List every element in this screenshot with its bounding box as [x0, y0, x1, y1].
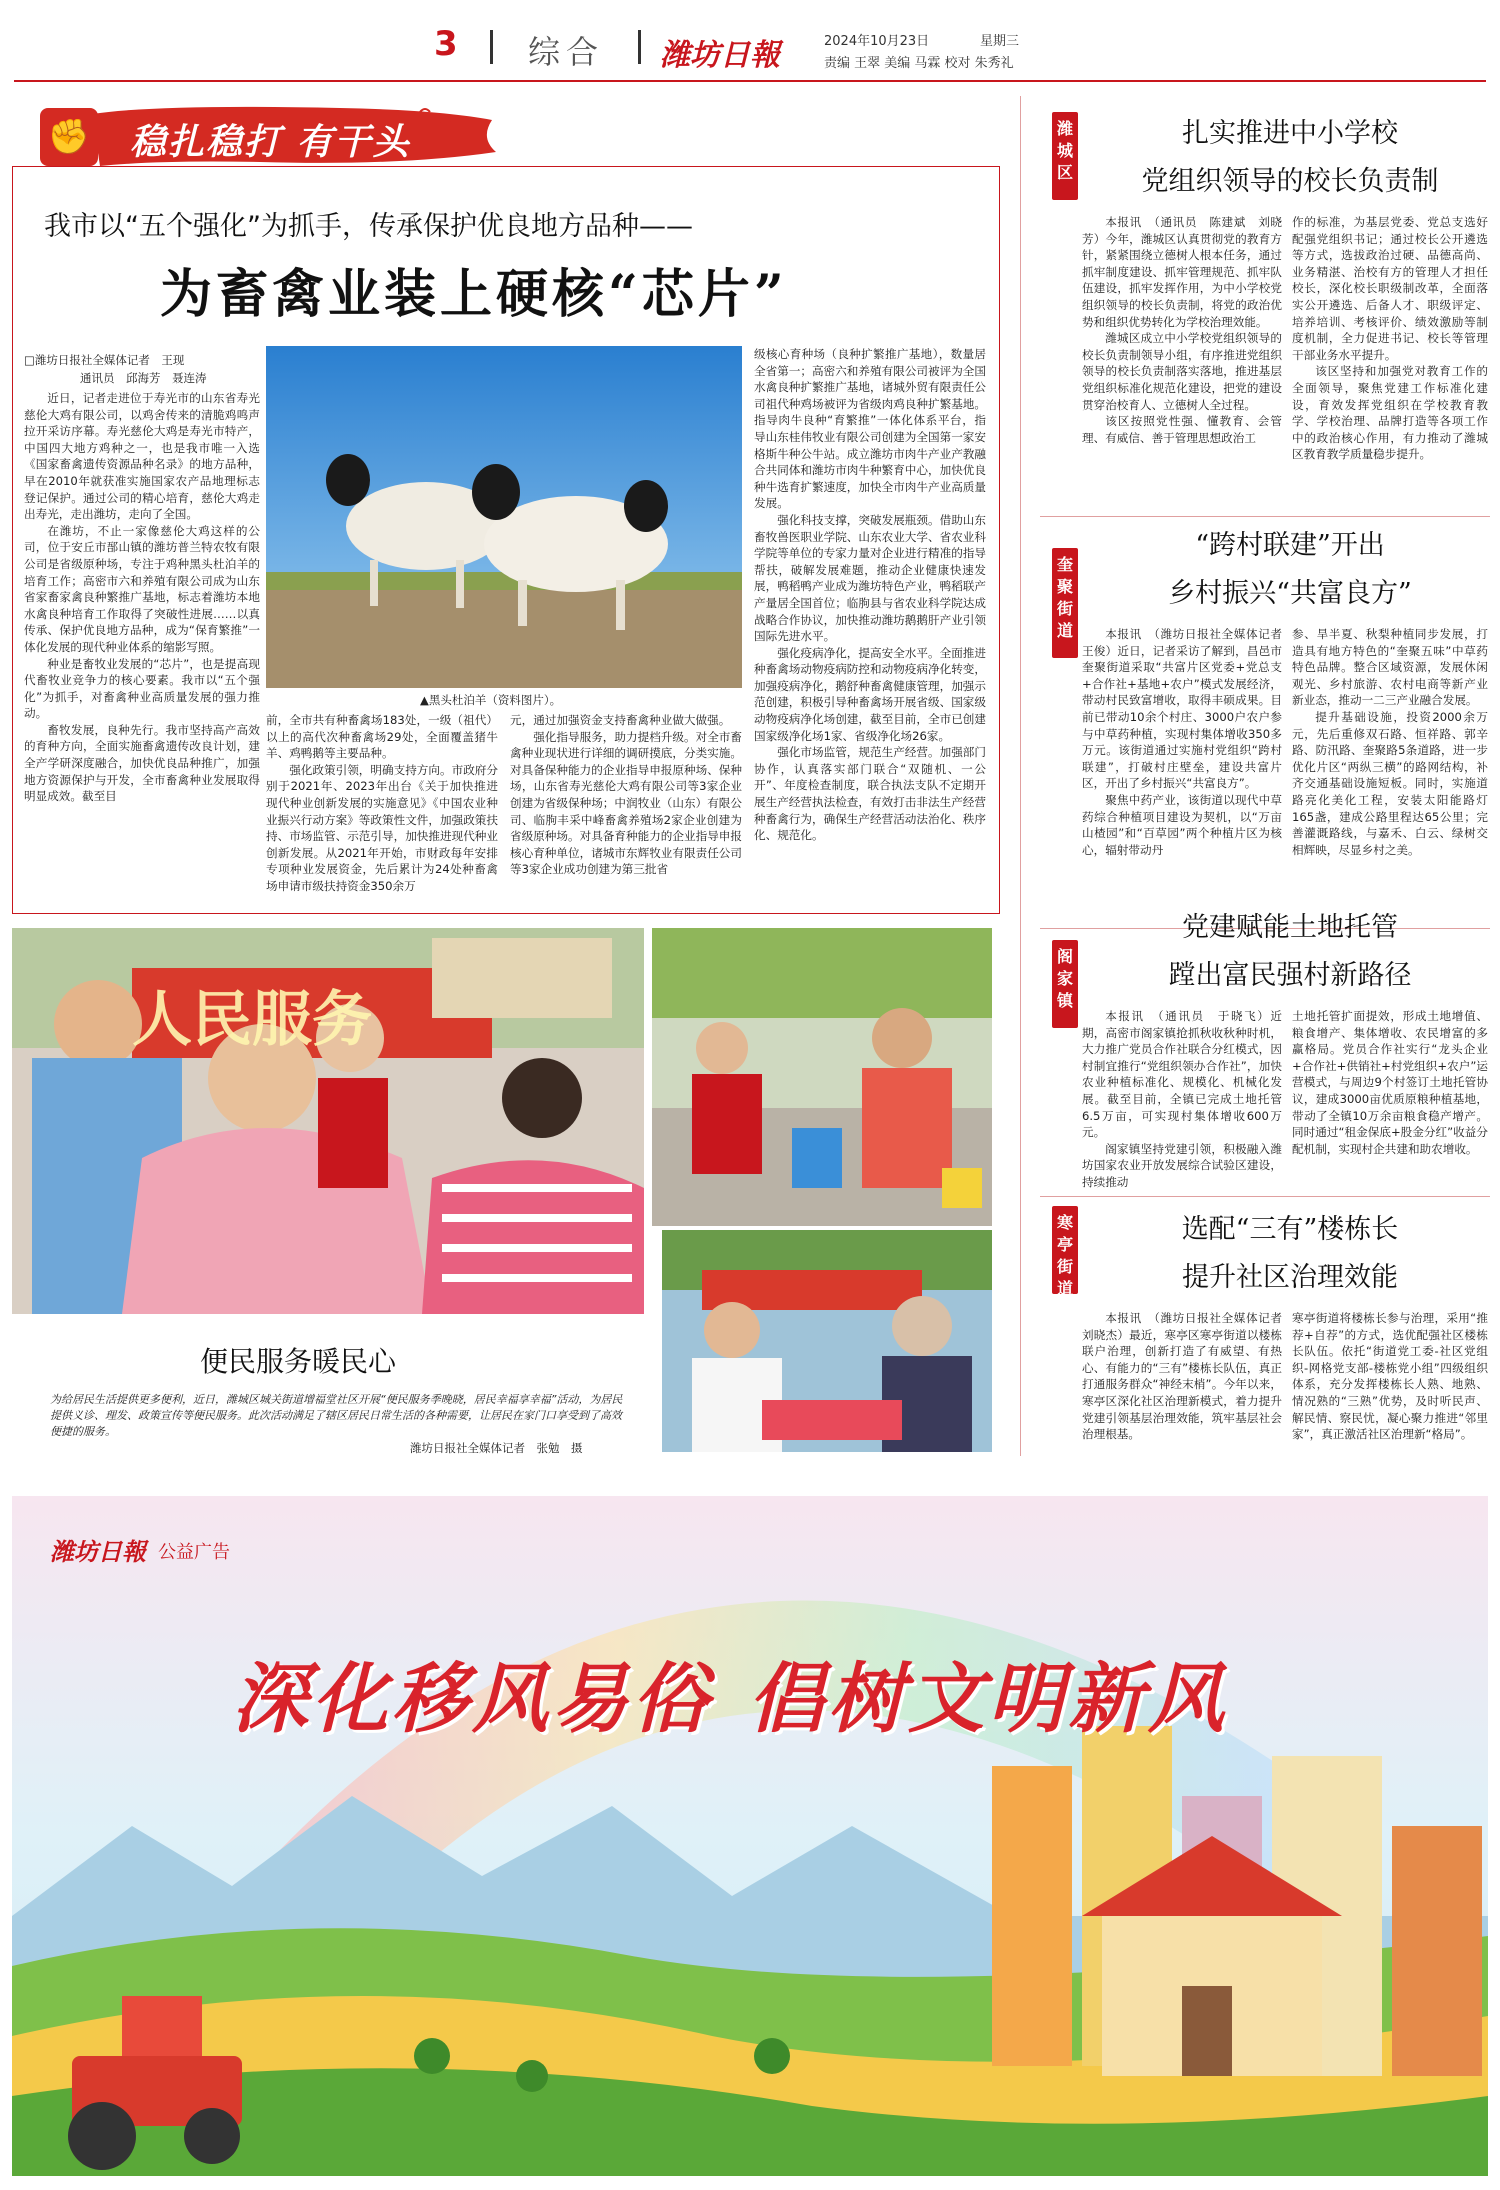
main-kicker: 我市以“五个强化”为抓手，传承保护优良地方品种——	[44, 211, 693, 242]
paragraph: 畜牧发展，良种先行。我市坚持高产高效的育种方向，全面实施畜禽遗传改良计划，建全产学研深度融合，加快优良品种推广，加强地方资源保护与开发，全市畜禽种业发展取得明显成效。截至目	[24, 722, 260, 804]
main-col-1	[24, 390, 260, 902]
side-article-4-title-2: 提升社区治理效能	[1182, 1262, 1398, 1293]
district-tag-kuiju: 奎聚街道	[1052, 548, 1078, 658]
paragraph: 阁家镇坚持党建引领，积极融入潍坊国家农业开放发展综合试验区建设，持续推动	[1082, 1141, 1282, 1189]
paragraph: 本报讯 （潍坊日报社全媒体记者 王俊）近日，记者采访了解到，昌邑市奎聚街道采取“共富片区党委+党总支+合作社+基地+农户”模式发展经济，带动村民致富增收，取得丰硕成果。目前已带动10余个村庄、3000户农户参与中草药种植，实现村集体增收350多万元。该街道通过实施村党组织“跨村联建”，打破村庄壁垒，建设共富片区，开出了乡村振兴“共富良方”。	[1082, 627, 1294, 791]
side-article-4-title-1: 选配“三有”楼栋长	[1181, 1214, 1399, 1245]
paragraph: 该区坚持和加强党对教育工作的全面领导，聚焦党建工作标准化建设，育效发挥党组织在学校教育教学、学校治理、品牌打造等各项工作中的政治核心作用，有力推动了潍城区教育教学质量稳步提升。	[1292, 364, 1488, 462]
tea-event-photo-image	[652, 928, 992, 1226]
paragraph: 强化政策引领，明确支持方向。市政府分别于2021年、2023年出台《关于加快推进现代种业创新发展的实施意见》《中国农业种业振兴行动方案》等政策性文件，加强政策扶持、市场监管、示范引导，加快推进现代种业创新发展。从2021年开始，市财政每年安排专项种业发展资金，先后累计为24处种畜禽场申请市级扶持资金350余万	[266, 762, 498, 893]
section-name: 综合	[528, 33, 605, 71]
side-article-2-col-1	[1082, 626, 1294, 918]
district-tag-weicheng: 潍城区	[1052, 112, 1078, 200]
side-article-4-col-1	[1082, 1310, 1294, 1456]
paragraph: 提升基础设施，投资2000余万元，先后重修双石路、恒祥路、郭辛路、防汛路、奎聚路5条道路，进一步优化片区“两纵三横”的路网结构，补齐交通基础设施短板。同时，实施道路亮化美化工程，安装太阳能路灯165盏，建成公路里程达65公里；完善灌溉路线，与嘉禾、白云、绿树交相辉映，尽显乡村之美。	[1292, 709, 1488, 857]
side-article-2-col-2	[1292, 626, 1488, 918]
header-rule	[14, 80, 1486, 82]
main-byline-2: 通讯员 邱海芳 聂连涛	[80, 371, 207, 385]
public-service-ad	[12, 1496, 1488, 2176]
paragraph: 寒亭街道将楼栋长参与治理，采用“推荐+自荐”的方式，选优配强社区楼栋长队伍。依托“街道党工委-社区党组织-网格党支部-楼栋党小组”四级组织体系，充分发挥楼栋长人熟、地熟、情况熟的“三熟”优势，及时听民声、解民情、察民忧，凝心聚力推进“邻里家”，真正激活社区治理新“格局”。	[1292, 1311, 1488, 1442]
right-column-divider	[1020, 96, 1021, 1456]
main-col-4	[754, 346, 986, 902]
ad-slogan-1: 深化移风易俗	[232, 1654, 712, 1743]
photo-feature-headline: 便民服务暖民心	[200, 1345, 397, 1378]
tea-event-photo	[652, 928, 992, 1226]
side-article-1-col-1	[1082, 214, 1282, 504]
side-article-1-col-2	[1292, 214, 1488, 504]
sheep-photo-caption: ▲黑头杜泊羊（资料图片）。	[420, 693, 562, 707]
paragraph: 强化疫病净化，提高安全水平。全面推进种畜禽场动物疫病防控和动物疫病净化转变，加强疫病净化，鹅舒种畜禽健康管理，加强示范创建，积极引导种畜禽场开展省级、国家级动物疫病净化场创建，截至目前，全市已创建国家级净化场1家、省级净化场26家。	[754, 645, 986, 743]
paragraph: 近日，记者走进位于寿光市的山东省寿光慈伦大鸡有限公司，以鸡舍传来的清脆鸡鸣声拉开采访序幕。寿光慈伦大鸡是寿光市特产，中国四大地方鸡种之一，也是我市唯一入选《国家畜禽遗传资源品种名录》的地方品种，早在2010年就获准实施国家农产品地理标志登记保护。通过公司的精心培育，慈伦大鸡走出寿光，走出潍坊，走向了全国。	[24, 391, 260, 522]
paper-name: 潍坊日報	[660, 38, 780, 73]
side-article-3-title-1: 党建赋能土地托管	[1182, 912, 1398, 943]
banner-text: 稳扎稳打 有干头	[130, 121, 411, 163]
banner-text-in-photo: 人民服务	[132, 985, 372, 1055]
photo-feature-credit: 潍坊日报社全媒体记者 张勉 摄	[410, 1441, 583, 1455]
paragraph: 前，全市共有种畜禽场183处，一级（祖代）以上的高代次种畜禽场29处，全面覆盖猪牛羊、鸡鸭鹅等主要品种。	[266, 713, 498, 761]
column-banner	[40, 100, 510, 172]
paragraph: 聚焦中药产业，该街道以现代中草药综合种植项目建设为契机，以“万亩山楂园”和“百草园”两个种植片区为核心，辐射带动丹	[1082, 792, 1282, 857]
paragraph: 在潍坊，不止一家像慈伦大鸡这样的公司，位于安丘市郚山镇的潍坊普兰特农牧有限公司是省级原种场，专注于鸡种黑头杜泊羊的培育工作；高密市六和养殖有限公司成为山东省家畜家禽良种繁推广基地，标志着潍坊本地水禽良种培育工作取得了突破性进展……以真传承、保护优良地方品种，成为“保育繁推”一体化发展的现代种业体系的缩影写照。	[24, 523, 260, 654]
sheep-photo-image	[266, 346, 742, 688]
header-divider	[490, 30, 493, 64]
paragraph: 参、旱半夏、秋梨种植同步发展，打造具有地方特色的“奎聚五味”中草药特色品牌。整合区域资源，发展休闲观光、乡村旅游、农村电商等新产业新业态，推动一二三产业融合发展。	[1292, 627, 1488, 708]
ad-slogan-2: 倡树文明新风	[748, 1654, 1228, 1743]
paragraph: 本报讯 （潍坊日报社全媒体记者 刘晓杰）最近，寒亭区寒亭街道以楼栋联户治理，创新打造了有威望、有热心、有能力的“三有”楼栋长队伍，真正打通服务群众“神经末梢”。今年以来，寒亭区深化社区治理新模式，着力提升党建引领基层治理效能，筑牢基层社会治理根基。	[1082, 1311, 1294, 1442]
paragraph: 土地托管扩面提效，形成土地增值、粮食增产、集体增收、农民增富的多赢格局。党员合作社实行“龙头企业+合作社+供销社+村党组织+农户”运营模式，与周边9个村签订土地托管协议，建成3000亩优质原粮种植基地，带动了全镇10万余亩粮食稳产增产。同时通过“租金保底+股金分红”收益分配机制，实现村企共建和助农增收。	[1292, 1009, 1488, 1156]
photo-feature-caption: 为给居民生活提供更多便利，近日，潍城区城关街道增福堂社区开展“便民服务季晚晓，居民幸福享幸福”活动，为居民提供义诊、理发、政策宣传等便民服务。此次活动满足了辖区居民日常生活的各种需要，让居民在家门口享受到了高效便捷的服务。	[50, 1393, 623, 1438]
side-separator-3	[1040, 1196, 1490, 1197]
paragraph: 本报讯 （通讯员 陈建斌 刘晓芳）今年，潍城区认真贯彻党的教育方针，紧紧围绕立德树人根本任务，通过抓牢制度建设、抓牢管理规范、抓牢队伍建设，抓牢发挥作用，为中小学校党组织领导的校长负责制，将党的政治优势和组织优势转化为学校治理效能。	[1082, 215, 1282, 329]
paragraph: 强化指导服务，助力提档升级。对全市畜禽种业现状进行详细的调研摸底，分类实施。对具备保种能力的企业指导申报原种场、保种场，山东省寿光慈伦大鸡有限公司等3家企业创建为省级保种场；中润牧业（山东）有限公司、临朐丰采中峰畜禽养殖场2家企业创建为省级原种场。对具备育种能力的企业指导申报核心育种单位，诸城市东辉牧业有限责任公司等3家企业成功创建为第三批省	[510, 729, 742, 877]
paragraph: 该区按照党性强、懂教育、会管理、有威信、善于管理思想政治工	[1082, 414, 1282, 445]
main-headline: 为畜禽业装上硬核“芯片”	[160, 264, 788, 325]
paragraph: 作的标准，为基层党委、党总支选好配强党组织书记；通过校长公开遴选等方式，选拔政治过硬、品德高尚、业务精湛、治校有方的管理人才担任校长，深化校长职级制改革，全面落实公开遴选、后备人才、职级评定、培养培训、考核评价、绩效激励等制度机制，全力促进书记、校长等管理干部业务水平提升。	[1292, 215, 1488, 362]
paragraph: 本报讯 （通讯员 于晓飞）近期，高密市阁家镇抢抓秋收秋种时机，大力推广党员合作社联合分红模式，因村制宜推行“党组织领办合作社”，加快农业种植标准化、规模化、机械化发展。截至目前，全镇已完成土地托管6.5万亩，可实现村集体增收600万元。	[1082, 1009, 1282, 1140]
side-article-3-col-1	[1082, 1008, 1282, 1190]
ad-brand: 潍坊日報	[50, 1537, 146, 1566]
fist-icon: ✊	[40, 108, 98, 166]
side-article-4-col-2	[1292, 1310, 1488, 1456]
side-separator-1	[1040, 516, 1490, 517]
paragraph: 强化科技支撑，突破发展瓶颈。借助山东畜牧兽医职业学院、山东农业大学、省农业科学院等单位的专家力量对企业进行精准的指导帮扶，破解发展难题，推动企业健康快速发展，鸭稻鸭产业成为潍坊特色产业，鸭稻联产产量居全国首位；临朐县与省农业科学院达成战略合作协议，加快推动潍坊鹅鹅肝产业引领国际先进水平。	[754, 512, 986, 644]
paragraph: 强化市场监管，规范生产经营。加强部门协作，认真落实部门联合“双随机、一公开”、年度检查制度，联合执法支队不定期开展生产经营执法检查，有效打击非法生产经营种畜禽行为，确保生产经营活动法治化、秩序化、规范化。	[754, 745, 986, 843]
paragraph: 元，通过加强资金支持畜禽种业做大做强。	[510, 713, 731, 727]
side-article-3-title-2: 蹚出富民强村新路径	[1168, 960, 1412, 991]
header-divider-2	[638, 30, 641, 64]
side-article-2-title-2: 乡村振兴“共富良方”	[1168, 578, 1412, 609]
main-col-2	[266, 712, 498, 902]
side-article-3-col-2	[1292, 1008, 1488, 1190]
medical-checkup-photo	[662, 1230, 992, 1452]
paragraph: 种业是畜牧业发展的“芯片”，也是提高现代畜牧业竞争力的核心要素。我市以“五个强化”为抓手，对畜禽种业高质量发展的强力推动。	[24, 656, 260, 721]
ad-tag: 公益广告	[158, 1542, 230, 1563]
district-tag-gejia: 阁家镇	[1052, 940, 1078, 1028]
haircut-photo	[12, 928, 644, 1314]
sheep-photo	[266, 346, 742, 688]
side-article-2-title-1: “跨村联建”开出	[1195, 530, 1385, 561]
medical-checkup-photo-image	[662, 1230, 992, 1452]
issue-date: 2024年10月23日	[824, 34, 930, 49]
editor-credits: 责编 王翠 美编 马霖 校对 朱秀礼	[824, 56, 1014, 71]
page-number: 3	[434, 24, 458, 64]
issue-weekday: 星期三	[980, 34, 1020, 49]
page-header	[0, 0, 1500, 72]
main-byline-1: □潍坊日报社全媒体记者 王现	[24, 353, 185, 367]
ad-landscape-illustration	[12, 1496, 1488, 2176]
side-article-1-title-1: 扎实推进中小学校	[1182, 118, 1398, 149]
paragraph: 级核心育种场（良种扩繁推广基地），数量居全省第一；高密六和养殖有限公司被评为全国水禽良种扩繁推广基地，诸城外贸有限责任公司祖代种鸡场被评为省级肉鸡良种扩繁基地。指导肉牛良种“育繁推”一体化体系平台，指导山东桂伟牧业有限公司创建为全国第一家安格斯牛种公牛站。成立潍坊市肉牛产业产教融合共同体和潍坊市肉牛种繁育中心，加快优良种牛选育扩繁速度，加快全市肉牛产业高质量发展。	[754, 347, 986, 511]
paragraph: 潍城区成立中小学校党组织领导的校长负责制领导小组，有序推进党组织领导的校长负责制落实落地，推进基层党组织标准化规范化建设，把党的建设贯穿治校育人、立德树人全过程。	[1082, 331, 1282, 412]
side-article-1-title-2: 党组织领导的校长负责制	[1141, 166, 1439, 197]
district-tag-hanting: 寒亭街道	[1052, 1206, 1078, 1294]
main-col-3	[510, 712, 742, 902]
